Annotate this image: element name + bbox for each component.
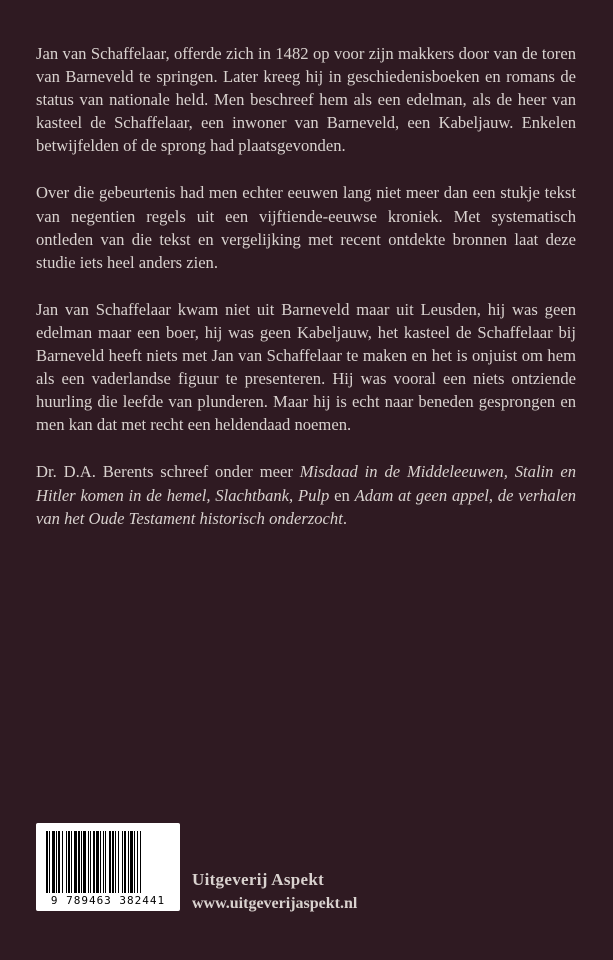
- barcode-bar: [115, 831, 116, 893]
- barcode-bar: [68, 831, 70, 893]
- author-sep: en: [329, 485, 355, 505]
- barcode-bar: [122, 831, 123, 893]
- barcode-bar: [71, 831, 72, 893]
- barcode-bar: [109, 831, 111, 893]
- barcode-bar: [66, 831, 67, 893]
- barcode-bar: [96, 831, 99, 893]
- barcode-bar: [103, 831, 104, 893]
- barcode-bar: [81, 831, 82, 893]
- barcode-bar: [118, 831, 119, 893]
- blurb-text: [36, 42, 576, 554]
- barcode-bar: [88, 831, 89, 893]
- barcode-bar: [52, 831, 55, 893]
- barcode-bar: [46, 831, 48, 893]
- barcode-bar: [78, 831, 80, 893]
- barcode-bar: [90, 831, 91, 893]
- barcode-bar: [74, 831, 77, 893]
- isbn-number: 9 789463 382441: [50, 894, 166, 907]
- barcode-bar: [105, 831, 106, 893]
- barcode-bars: [44, 831, 172, 893]
- barcode-bar: [112, 831, 114, 893]
- barcode-bar: [130, 831, 133, 893]
- barcode-bar: [93, 831, 95, 893]
- barcode-bar: [62, 831, 63, 893]
- barcode-bar: [124, 831, 126, 893]
- publisher-website[interactable]: www.uitgeverijaspekt.nl: [192, 895, 358, 912]
- barcode-bar: [49, 831, 50, 893]
- author-books-1: Misdaad in de Middeleeuwen, Stalin en Hitler komen in de hemel, Slachtbank, Pulp: [36, 462, 576, 505]
- barcode: [36, 823, 180, 911]
- author-intro: Dr. D.A. Berents schreef onder meer: [36, 462, 300, 482]
- barcode-bar: [83, 831, 86, 893]
- blurb-paragraph-3: Jan van Schaffelaar kwam niet uit Barneveld maar uit Leusden, hij was geen edelman maar een boer, hij was geen Kabeljauw, het kasteel de Schaffelaar bij Barneveld heeft niets met Jan van Schaffelaar te maken en het is onjuist om hem als een vaderlandse figuur te presenteren. Hij was vooral een niets ontziende huurling die leefde van plunderen. Maar hij is echt naar beneden gesprongen en men kan dat met recht een heldendaad noemen.: [36, 299, 576, 435]
- publisher-name: Uitgeverij Aspekt: [192, 870, 325, 889]
- barcode-bar: [137, 831, 138, 893]
- barcode-bar: [56, 831, 57, 893]
- author-paragraph: [36, 460, 576, 529]
- barcode-bar: [58, 831, 60, 893]
- barcode-bar: [128, 831, 129, 893]
- blurb-paragraph-1: Jan van Schaffelaar, offerde zich in 1482 op voor zijn makkers door van de toren van Barneveld te springen. Later kreeg hij in geschiedenisboeken en romans de status van nationale held. Men beschreef hem als een edelman, als de heer van kasteel de Schaffelaar, een inwoner van Barneveld, een Kabeljauw. Enkelen betwijfelden of de sprong had plaatsgevonden.: [36, 44, 576, 156]
- author-end: .: [342, 508, 347, 528]
- barcode-bar: [100, 831, 101, 893]
- blurb-paragraph-2: Over die gebeurtenis had men echter eeuwen lang niet meer dan een stukje tekst van negentien regels uit een vijftiende-eeuwse kroniek. Met systematisch ontleden van die tekst en vergelijking met recent ontdekte bronnen laat deze studie iets heel anders zien.: [36, 183, 576, 272]
- barcode-bar: [140, 831, 141, 893]
- barcode-bar: [134, 831, 135, 893]
- author-books-2: Adam at geen appel, de verhalen van het Oude Testament historisch onderzocht: [36, 485, 576, 528]
